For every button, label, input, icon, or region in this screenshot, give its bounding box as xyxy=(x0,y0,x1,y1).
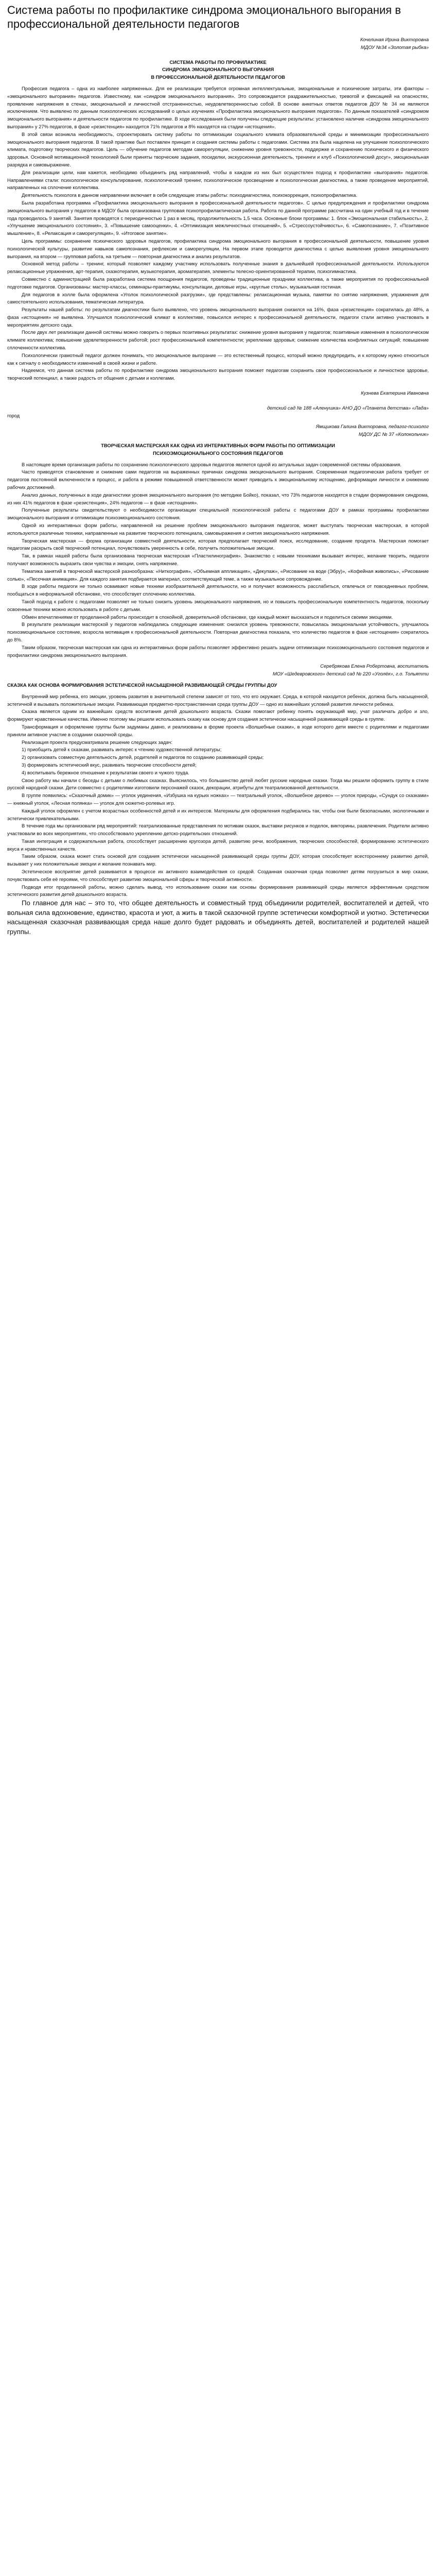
author-org: МДОУ №34 «Золотая рыбка» xyxy=(360,44,429,50)
paragraph: Такая интеграция и содержательная работа, способствует расширению кругозора детей, развитию речи, воображения, творческих способностей, формированию эстетического вкуса и нравственных качеств. xyxy=(7,838,429,852)
paragraph: Каждый уголок оформлен с учетом возрастных особенностей детей и их интересов. Материалы для оформления подбирались так, чтобы они были безопасными, экологичными и эстетически привлекательными. xyxy=(7,807,429,821)
paragraph: Одной из интерактивных форм работы, направленной на решение проблем эмоционального выгорания педагогов, может выступать творческая мастерская, в которой используются различные техники, направленные на развитие творческого потенциала, самовыражения и снятия эмоционального напряжения. xyxy=(7,522,429,536)
author-org: МДОУ ДС № 37 «Колокольчик» xyxy=(358,431,429,437)
paragraph: В этой связи возникла необходимость, спроектировать систему работы по оптимизации социального климата образовательной среды и минимизации профессионального эмоционального выгорания педагогов. В такой практике был поставлен принцип и создания системы работы с педагогами. Система эта была нацелена на улучшение психологического климата, подготовку творческих педагогов. Цель — обучение педагогов методам саморегуляции, снижению уровня тревожности, поддержке и сохранению психического и физического здоровья. Основной мотивационной технологией были приняты творческие задания, посиделки, экскурсионная деятельность, тренинги и клуб «Психологический досуг», эмоциональная разрядка и самовыражение. xyxy=(7,131,429,167)
paragraph: Творческая мастерская — форма организации совместной деятельности, которая предполагает творческий поиск, исследование, создание продукта. Мастерская помогает педагогам раскрыть свой творческий потенциал, почувствовать уверенность в себе, получить положительные эмоции. xyxy=(7,537,429,551)
paragraph: В группе появились: «Сказочный домик» — уголок уединения, «Избушка на курьих ножках» — театральный уголок, «Волшебное дерево» — уголок природы, «Сундук со сказками» — книжный уголок, «Лесная полянка» — уголок для сюжетно-ролевых игр. xyxy=(7,792,429,806)
page-title: Система работы по профилактике синдрома эмоционального выгорания в профессиональной деятельности педагогов xyxy=(7,4,401,30)
signature-org: МОУ «Шедевровского» детский сад № 220 «Уголёк», г.о. Тольятти xyxy=(272,671,429,677)
paragraph: Полученные результаты свидетельствуют о необходимости организации специальной психологической работы с педагогами ДОУ в рамках программы профилактики эмоционального выгорания и оптимизации психоэмоционального состояния. xyxy=(7,507,429,521)
paragraph: Внутренний мир ребенка, его эмоции, уровень развития в значительной степени зависят от того, что его окружает. Среда, в которой находится ребенок, должна быть насыщенной, эстетичной и вызывать положительные эмоции. Развивающая предметно-пространственная среда группы ДОУ — одно из важнейших условий развития личности ребенка. xyxy=(7,693,429,707)
paragraph: Для реализации цели, нам кажется, необходимо объединить ряд направлений, чтобы в каждом из них был осуществлен подход к профилактике «выгорания» педагогов. Направлениями стали: психологическое консультирование, психологический тренинг, психологическое просвещение и психологическая диагностика, а также проведение мероприятий, направленных на сплочение коллектива. xyxy=(7,169,429,191)
paragraph: Эстетическое восприятие детей развивается в процессе их активного взаимодействия со средой. Созданная сказочная среда позволяет детям погрузиться в мир сказки, почувствовать себя её героями, что способствует развитию эмоциональной сферы и творческой активности. xyxy=(7,869,429,882)
paragraph: Тематика занятий в творческой мастерской разнообразна: «Ниткография», «Объемная аппликация», «Декупаж», «Рисование на воде (Эбру)», «Кофейная живопись», «Рисование солью», «Песочная анимация». Для каждого занятия подбирается материал, соответствующий теме, а также музыкальное сопровождение. xyxy=(7,568,429,582)
author-city: город xyxy=(7,412,20,418)
paragraph: Так, в рамках нашей работы была организована творческая мастерская «Пластилинография». Знакомство с новыми техниками вызывает интерес, желание творить, педагоги получают возможность выразить свои чувства и эмоции, снять напряжение. xyxy=(7,553,429,566)
paragraph: Свою работу мы начали с беседы с детьми о любимых сказках. Выяснилось, что большинство детей любят русские народные сказки. Тогда мы решили оформить группу в стиле русской народной сказки. Дети совместно с родителями изготовили персонажей сказок, декорации, атрибуты для театрализованной деятельности. xyxy=(7,777,429,791)
paragraph: Реализация проекта предусматривала решение следующих задач: xyxy=(22,739,172,745)
signature: Кузнева Екатерина Ивановна xyxy=(361,390,429,396)
paragraph: Была разработана программа «Профилактика эмоционального выгорания в профессиональной деятельности педагогов». С целью предупреждения и профилактики синдрома эмоционального выгорания у педагогов в МДОУ была организована групповая психопрофилактическая работа. Работа по данной программе рассчитана на один учебный год и в течение года проводилось 9 занятий. Занятия проводятся с периодичностью 1 раз в месяц, продолжительность 1,5 часа. Основные блоки программы: 1. блок «Эмоциональная стабильность», 2. «Улучшение эмоционального состояния», 3. «Повышение самооценки», 4. «Оптимизация межличностных отношений», 5. «Стрессоустойчивость», 6. «Самопознание», 7. «Позитивное мышление», 8. «Релаксация и саморегуляция», 9. «Итоговое занятие». xyxy=(7,199,429,236)
paragraph: Подводя итог проделанной работы, можно сделать вывод, что использование сказки как основы формирования развивающей среды является эффективным средством эстетического развития детей дошкольного возраста. xyxy=(7,884,429,897)
paragraph: В результате реализации мастерской у педагогов наблюдались следующие изменения: снизился уровень тревожности, повысилась эмоциональная устойчивость, улучшилось психоэмоциональное состояние, возросла мотивация к профессиональной деятельности. Повторная диагностика показала, что количество педагогов в фазе «истощения» сократилось до 8%. xyxy=(7,621,429,642)
paragraph: Результаты нашей работы: по результатам диагностики было выявлено, что уровень эмоционального выгорания снизился на 16%, фаза «резистенция» сократилась до 48%, а фаза «истощения» не выявлена. Улучшился психологический климат в коллективе, повысился интерес к профессиональной деятельности, педагоги стали активно участвовать в мероприятиях детского сада. xyxy=(7,307,429,328)
list-item: 1) приобщить детей к сказкам, развивать интерес к чтению художественной литературы; xyxy=(22,747,222,753)
paragraph: Деятельность психолога в данном направлении включает в себя следующие этапы работы: психодиагностика, психокоррекция, психопрофилактика. xyxy=(22,192,357,198)
paragraph: Обмен впечатлениями от проделанной работы происходит в спокойной, доверительной обстановке, где каждый может высказаться и поделиться своими эмоциями. xyxy=(22,614,393,620)
paragraph: Таким образом, сказка может стать основой для создания эстетически насыщенной развивающей среды группы ДОУ, которая способствует всестороннему развитию детей, вызывает у них положительные эмоции и желание познавать мир. xyxy=(7,853,429,867)
article-heading: СИНДРОМА ЭМОЦИОНАЛЬНОГО ВЫГОРАНИЯ xyxy=(162,66,274,73)
author-org: детский сад № 188 «Аленушка» АНО ДО «Планета детства» «Лада» xyxy=(267,404,429,411)
paragraph: Совместно с администрацией была разработана система поощрения педагогов, проведены традиционные праздники коллектива, а также мероприятия по профессиональной подготовке педагогов. Организованы: мастер-классы, семинары-практикумы, консультации, деловые игры, «круглые столы», музыкальная гостиная. xyxy=(7,276,429,290)
paragraph: Основной метод работы – тренинг, который позволяет каждому участнику использовать полученные знания в дальнейшей профессиональной деятельности. Используются релаксационные упражнения, арт-терапия, сказкотерапия, музыкотерапия, ароматерапия, элементы телесно-ориентированной терапии, психогимнастика. xyxy=(7,261,429,275)
closing-paragraph: По главное для нас – это то, что общее деятельность и совместный труд объединили родителей, воспитателей и детей, что вольная сила вдохновение, единство, красота и уют, а жить в такой сказочной группе эстетически комфортной и уютно. Эстетически насыщенная сказочная развивающая среда наше долго будет радовать и объединять детей, воспитателей и родителей нашей группы. xyxy=(7,899,429,936)
list-item: 4) воспитывать бережное отношение к результатам своего и чужого труда. xyxy=(22,769,189,775)
article-heading: ПСИХОЭМОЦИОНАЛЬНОГО СОСТОЯНИЯ ПЕДАГОГОВ xyxy=(152,450,284,456)
list-item: 2) организовать совместную деятельность детей, родителей и педагогов по созданию развивающей среды; xyxy=(22,754,264,760)
paragraph: В настоящее время организация работы по сохранению психологического здоровья педагогов является одной из актуальных задач современной системы образования. xyxy=(22,461,402,467)
paragraph: Цель программы: сохранение психического здоровья педагогов, профилактика синдрома эмоционального выгорания в профессиональной деятельности, повышение уровня психологической культуры, развитие навыков самопознания, рефлексии и саморегуляции. На первом этапе проводится диагностика с целью выявления уровня эмоционального выгорания, на втором — групповая работа, на третьем — повторная диагностика и анализ результатов. xyxy=(7,238,429,259)
article-heading: СКАЗКА КАК ОСНОВА ФОРМИРОВАНИЯ ЭСТЕТИЧЕСКОЙ НАСЫЩЕННОЙ РАЗВИВАЮЩЕЙ СРЕДЫ ГРУППЫ ДОУ xyxy=(7,682,277,688)
paragraph: Сказка является одним из важнейших средств воспитания детей дошкольного возраста. Сказки помогают ребенку понять окружающий мир, учат различать добро и зло, формируют нравственные качества. Именно поэтому мы решили использовать сказку как основу для создания эстетически насыщенной развивающей среды в группе. xyxy=(7,708,429,722)
paragraph: Надеемся, что данная система работы по профилактике синдрома эмоционального выгорания поможет педагогам сохранить свое профессиональное и личностное здоровье, творческий потенциал, а также радость от общения с детьми и коллегами. xyxy=(7,367,429,381)
document-body xyxy=(5,36,431,899)
paragraph: Часто приводятся становление и снижение сами педагогов на выраженных причинах синдрома эмоционального выгорания. Современная педагогическая работа требует от педагогов постоянной включенности в процесс, и работа в режиме повышенной ответственности может приводить к эмоциональному истощению, деформации личности и снижению рабочих достижений. xyxy=(7,469,429,490)
paragraph: Для педагогов в холле была оформлена «Уголок психологической разгрузки», где представлены: релаксационная музыка, памятки по снятию напряжения, упражнения для самостоятельного использования, тематическая литература. xyxy=(7,291,429,305)
author-name: Кочелиная Ирина Викторовна xyxy=(360,37,429,42)
closing-paragraph-block xyxy=(5,899,431,937)
signature: Серебрякова Елена Робертовна, воспитатель xyxy=(320,663,429,669)
paragraph: Трансформация и оформление группы были задуманы давно, и реализованы в форме проекта «Волшебные сказки», в ходе которого дети вместе с родителями и педагогами приняли активное участие в создании сказочной среды. xyxy=(7,723,429,737)
paragraph: Анализ данных, полученных в ходе диагностики уровня эмоционального выгорания (по методике Бойко), показал, что 73% педагогов находятся в стадии формирования синдрома, из них 41% педагогов в фазе «резистенция», 24% педагогов — в фазе «истощения». xyxy=(7,492,429,505)
paragraph: В ходе работы педагоги не только осваивают новые техники изобразительной деятельности, но и получают возможность расслабиться, отвлечься от повседневных проблем, пообщаться в неформальной обстановке, что способствует сплочению коллектива. xyxy=(7,583,429,597)
article-heading: ТВОРЧЕСКАЯ МАСТЕРСКАЯ КАК ОДНА ИЗ ИНТЕРАКТИВНЫХ ФОРМ РАБОТЫ ПО ОПТИМИЗАЦИИ xyxy=(101,443,335,449)
paragraph: Таким образом, творческая мастерская как одна из интерактивных форм работы позволяет эффективно решать задачи оптимизации психоэмоционального состояния педагогов и профилактики синдрома эмоционального выгорания. xyxy=(7,644,429,658)
paragraph: После двух лет реализации данной системы можно говорить о первых позитивных результатах: снижение уровня выгорания у педагогов; позитивные изменения в психологическом климате коллектива; повышение удовлетворенности работой; рост профессиональной компетентности; укрепление здоровья; снижение количества конфликтных ситуаций; повышение сплоченности коллектива. xyxy=(7,329,429,351)
paragraph: В течение года мы организовали ряд мероприятий: театрализованные представления по мотивам сказок, выставки рисунков и поделок, викторины, развлечения. Родители активно участвовали во всех мероприятиях, что способствовало укреплению детско-родительских отношений. xyxy=(7,823,429,837)
page-header xyxy=(5,0,431,36)
paragraph: Психологически грамотный педагог должен понимать, что эмоциональное выгорание — это естественный процесс, который можно предупредить, и к которому нужно относиться как к сигналу о необходимости изменений в своей жизни и работе. xyxy=(7,352,429,366)
list-item: 3) формировать эстетический вкус, развивать творческие способности детей; xyxy=(22,761,197,768)
article-heading: В ПРОФЕССИОНАЛЬНОЙ ДЕЯТЕЛЬНОСТИ ПЕДАГОГОВ xyxy=(151,74,285,80)
paragraph: Такой подход к работе с педагогами позволяет не только снизить уровень эмоционального напряжения, но и повысить профессиональную компетентность педагогов, поскольку освоенные техники можно использовать в работе с детьми. xyxy=(7,598,429,612)
paragraph: Профессия педагога – одна из наиболее напряженных. Для ее реализации требуется огромная интеллектуальные, эмоциональные и психические затраты, эти факторы – «эмоционального выгорания» педагогов. Известному, как «синдром эмоционального выгорания». Это сопровождается раздражительностью, тревогой и фиксацией на опасностях, проявление напряжения в стенах, эмоциональной и личностной отстраненностью, неудовлетворенностью собой. В основе анкетных ответов педагогов ДОУ № 34 не являются исключением. Что выявлено по данным психологических исследований о целых изучениях «Профилактика эмоционального выгорания педагогов». По данным показателей «синдромом эмоционального выгорания» и деятельности педагогов по профилактике. В ходе исследования были получены следующие результаты: установлено наличие «синдрома эмоционального выгорания» у 27% педагогов, в фазе «резистенция» находится 71% педагогов и 8% находятся на стадии «истощения». xyxy=(7,85,429,129)
document-page xyxy=(0,0,436,941)
article-heading: СИСТЕМА РАБОТЫ ПО ПРОФИЛАКТИКЕ xyxy=(169,59,267,65)
author-name: Ямщикова Галина Викторовна, педагог-психолог xyxy=(316,423,429,430)
